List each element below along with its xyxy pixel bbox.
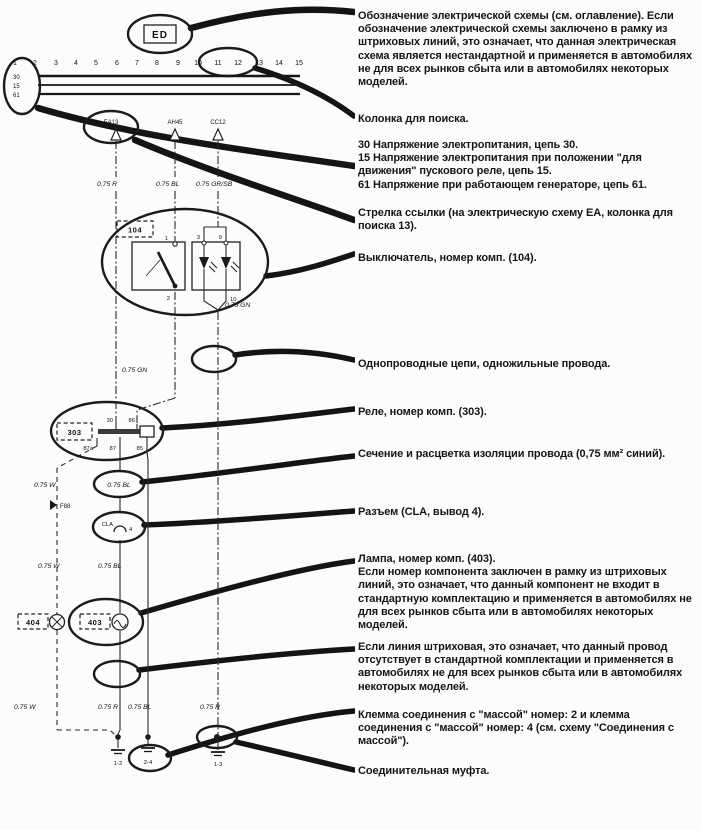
col-3: 3 xyxy=(54,60,58,67)
terminal-3: 3 xyxy=(196,235,200,241)
connector-pin: 4 xyxy=(129,527,133,533)
wire-gauge-callout xyxy=(94,471,144,497)
note-connecting-sleeve: Соединительная муфта. xyxy=(358,765,490,777)
col-11: 11 xyxy=(214,60,222,67)
connector-icon xyxy=(114,526,126,532)
columns-callout-ellipse xyxy=(199,48,257,76)
ref-ah45-label: AH45 xyxy=(167,120,183,126)
rail-15-label: 15 xyxy=(13,84,20,90)
col-10: 10 xyxy=(194,60,202,67)
flag-icon xyxy=(50,500,57,510)
terminal-9: 9 xyxy=(218,235,222,241)
note-circuit-designation: Обозначение электрической схемы (см. оглавление). Если обозначение электрической схемы заключено в рамку из штриховых линий, это означает, что данная электрическая схема является нестандартной и применяется в автомобилях не для всех рынков сбыта или в автомобилях некоторых моделей. xyxy=(358,10,692,89)
wire-label: 0.75 GN xyxy=(225,302,251,309)
wire-gauge-label: 0.75 BL xyxy=(107,482,131,489)
wire-label: 0.75 BL xyxy=(128,704,152,711)
col-7: 7 xyxy=(135,60,139,67)
col-1: 1 xyxy=(13,60,17,67)
component-104-switch xyxy=(102,209,268,315)
component-403-lamp xyxy=(69,599,143,645)
wire-label: 0.75 GR/SB xyxy=(196,181,233,188)
col-5: 5 xyxy=(94,60,98,67)
circuit-code-label: ED xyxy=(152,30,168,41)
dashed-wire-callout-ellipse xyxy=(94,661,140,687)
rail-61-label: 61 xyxy=(13,93,20,99)
component-404-lamp xyxy=(18,614,65,630)
note-lamp-title: Лампа, номер комп. (403). xyxy=(358,553,496,565)
relay-terminal-30: 30 xyxy=(106,418,113,424)
ground-3-label: 1-3 xyxy=(213,762,223,768)
terminal-1: 1 xyxy=(164,236,168,242)
component-403-id: 403 xyxy=(87,618,103,627)
relay-terminal-85: 85 xyxy=(136,446,143,452)
note-rail-30: 30 Напряжение электропитания, цепь 30. xyxy=(358,139,579,151)
relay-coil-bar xyxy=(98,429,140,434)
col-12: 12 xyxy=(234,60,242,67)
relay-terminal-86: 86 xyxy=(128,418,135,424)
ref-arrow-icon xyxy=(170,129,180,140)
ground-2-label: 1-2 xyxy=(113,761,123,767)
circuit-designation xyxy=(128,15,192,53)
wire-label: 0.75 BL xyxy=(156,181,180,188)
relay-terminal-87: 87 xyxy=(109,446,116,452)
note-switch-104: Выключатель, номер комп. (104). xyxy=(358,252,537,264)
col-14: 14 xyxy=(275,60,283,67)
connector-cla xyxy=(93,512,145,542)
note-rail-15: 15 Напряжение электропитания при положении "для движения" пускового реле, цепь 15. xyxy=(358,152,642,178)
col-2: 2 xyxy=(33,60,37,67)
connector-name: CLA xyxy=(101,522,113,528)
note-ground-terminals: Клемма соединения с "массой" номер: 2 и клемма соединения с "массой" номер: 4 (см. схему "Соединения с массой"). xyxy=(358,709,674,748)
wire-label: 0.75 GN xyxy=(122,367,148,374)
ref-ea13-label: EA13 xyxy=(103,120,119,126)
note-rail-61: 61 Напряжение при работающем генераторе, цепь 61. xyxy=(358,178,647,191)
note-reference-arrow: Стрелка ссылки (на электрическую схему ЕА, колонка для поиска 13). xyxy=(358,207,673,233)
note-dashed-wire: Если линия штриховая, это означает, что данный провод отсутствует в стандартной комплектации и применяется в автомобилях не для всех рынков сбыта или в автомобилях некоторых моделей. xyxy=(358,641,683,693)
ground-4-label: 2-4 xyxy=(143,760,153,766)
ref-cc12-label: CC12 xyxy=(210,120,226,126)
col-6: 6 xyxy=(115,60,119,67)
flag-label: F88 xyxy=(60,504,71,510)
connecting-sleeve-dot xyxy=(214,734,220,740)
single-wire-callout-ellipse xyxy=(192,346,236,372)
rails-callout-ellipse xyxy=(4,58,40,114)
note-lamp-optional: Если номер компонента заключен в рамку из штриховых линий, это означает, что данный компонент не входит в стандартную комплектацию и применяется в автомобилях не для всех рынков сбыта или в автомобилях некоторых моделей. xyxy=(358,566,692,632)
col-15: 15 xyxy=(295,60,303,67)
rail-30-label: 30 xyxy=(13,75,20,81)
note-lamp-403 xyxy=(358,553,695,632)
note-relay-303: Реле, номер комп. (303). xyxy=(358,406,487,418)
note-wire-gauge: Сечение и расцветка изоляции провода (0,75 мм² синий). xyxy=(358,448,666,460)
wire-label: 0.75 BL xyxy=(98,563,122,570)
terminal-10: 10 xyxy=(230,297,237,303)
component-404-id: 404 xyxy=(25,618,41,627)
col-4: 4 xyxy=(74,60,78,67)
junction-dot xyxy=(145,734,151,740)
junction-dot xyxy=(115,734,121,740)
wire-label: 0.75 W xyxy=(14,704,36,711)
col-8: 8 xyxy=(155,60,159,67)
ground-callout-ellipse xyxy=(129,745,171,771)
ref-arrow-icon xyxy=(213,129,223,140)
note-single-wire: Однопроводные цепи, одножильные провода. xyxy=(358,358,611,370)
wire-label: 0.75 W xyxy=(38,563,60,570)
note-connector-cla: Разъем (CLA, вывод 4). xyxy=(358,506,485,518)
terminal-2: 2 xyxy=(166,296,170,302)
component-303-id: 303 xyxy=(67,428,82,437)
wire-label: 0.75 W xyxy=(34,482,56,489)
wire-label: 0.75 R xyxy=(98,704,119,711)
relay-terminal-87a: 87a xyxy=(83,446,93,452)
col-9: 9 xyxy=(176,60,180,67)
component-104-id: 104 xyxy=(127,225,143,235)
note-search-column: Колонка для поиска. xyxy=(358,113,469,125)
wire-label: 0.75 R xyxy=(200,704,221,711)
col-13: 13 xyxy=(255,60,263,67)
wire-label: 0.75 R xyxy=(97,181,118,188)
note-supply-rails xyxy=(358,139,695,192)
component-303-relay xyxy=(51,402,163,460)
